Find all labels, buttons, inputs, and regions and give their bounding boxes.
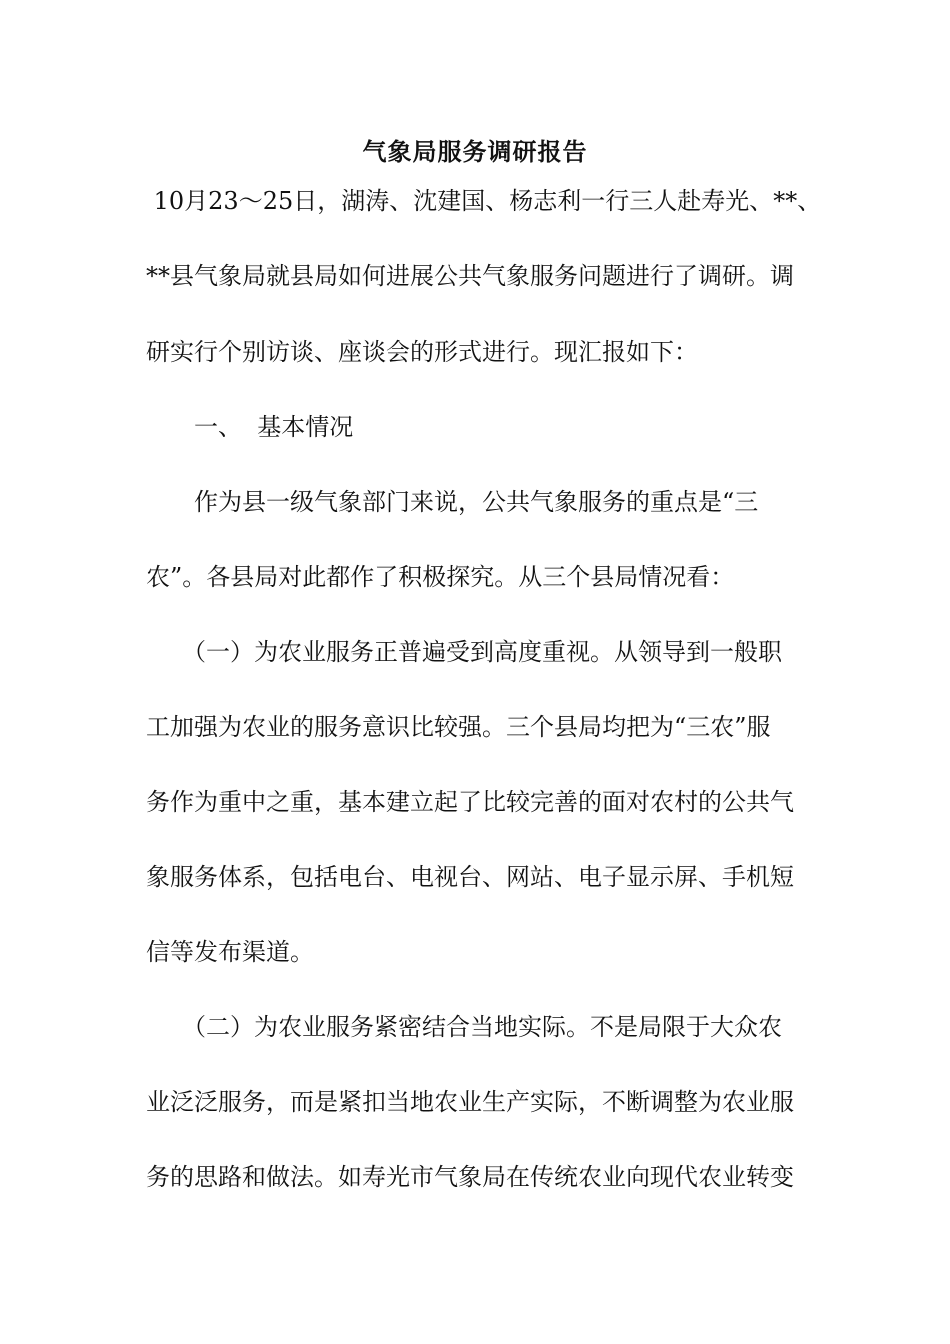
paragraph-line: 务的思路和做法。如寿光市气象局在传统农业向现代农业转变 (146, 1163, 794, 1191)
section-heading: 一、 基本情况 (194, 413, 354, 441)
paragraph-line: （二）为农业服务紧密结合当地实际。不是局限于大众农 (182, 1013, 782, 1041)
paragraph-line: 10月23～25日，湖涛、沈建国、杨志利一行三人赴寿光、**、 (146, 187, 822, 215)
paragraph-line: 工加强为农业的服务意识比较强。三个县局均把为“三农”服 (146, 713, 771, 741)
paragraph-line: 务作为重中之重，基本建立起了比较完善的面对农村的公共气 (146, 788, 794, 816)
paragraph-line: 研实行个别访谈、座谈会的形式进行。现汇报如下： (146, 338, 698, 366)
paragraph-line: 信等发布渠道。 (146, 938, 314, 966)
paragraph-line: 象服务体系，包括电台、电视台、网站、电子显示屏、手机短 (146, 863, 794, 891)
paragraph-line: **县气象局就县局如何进展公共气象服务问题进行了调研。调 (146, 262, 794, 290)
paragraph-line: （一）为农业服务正普遍受到高度重视。从领导到一般职 (182, 638, 782, 666)
paragraph-line: 农”。各县局对此都作了积极探究。从三个县局情况看： (146, 563, 735, 591)
document-title: 气象局服务调研报告 (362, 137, 588, 166)
paragraph-line: 业泛泛服务，而是紧扣当地农业生产实际，不断调整为农业服 (146, 1088, 794, 1116)
paragraph-line: 作为县一级气象部门来说，公共气象服务的重点是“三 (194, 488, 759, 516)
